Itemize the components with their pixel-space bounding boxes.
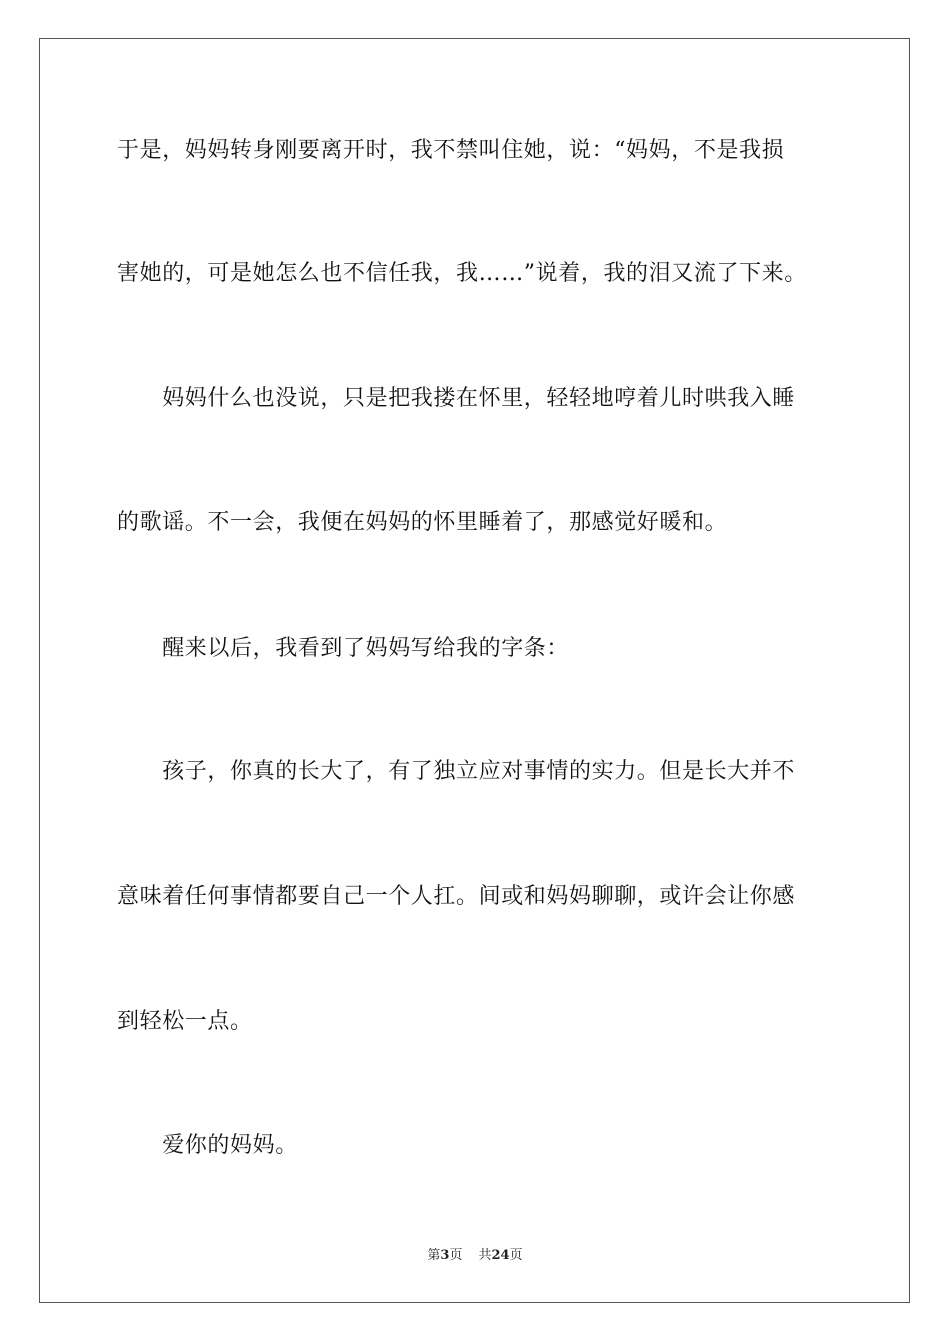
page-border — [39, 38, 910, 1303]
body-line-6: 孩子，你真的长大了，有了独立应对事情的实力。但是长大并不 — [117, 759, 796, 784]
page-prefix: 第 — [427, 1248, 441, 1263]
body-line-3: 妈妈什么也没说，只是把我搂在怀里，轻轻地哼着儿时哄我入睡 — [117, 386, 796, 411]
body-line-4: 的歌谣。不一会，我便在妈妈的怀里睡着了，那感觉好暖和。 — [117, 510, 728, 535]
total-pages: 24 — [491, 1248, 510, 1263]
page-number: 3 — [440, 1248, 450, 1263]
body-line-1: 于是，妈妈转身刚要离开时，我不禁叫住她，说：“妈妈，不是我损 — [117, 138, 785, 163]
total-suffix: 页 — [509, 1248, 523, 1263]
body-line-9: 爱你的妈妈。 — [117, 1133, 298, 1158]
total-prefix: 共 — [478, 1248, 492, 1263]
body-line-8: 到轻松一点。 — [117, 1009, 253, 1034]
body-line-2: 害她的，可是她怎么也不信任我，我……”说着，我的泪又流了下来。 — [117, 261, 807, 286]
page-suffix: 页 — [449, 1248, 463, 1263]
page-footer — [0, 1247, 950, 1265]
body-line-7: 意味着任何事情都要自己一个人扛。间或和妈妈聊聊，或许会让你感 — [117, 884, 796, 909]
body-line-5: 醒来以后，我看到了妈妈写给我的字条： — [117, 636, 570, 661]
